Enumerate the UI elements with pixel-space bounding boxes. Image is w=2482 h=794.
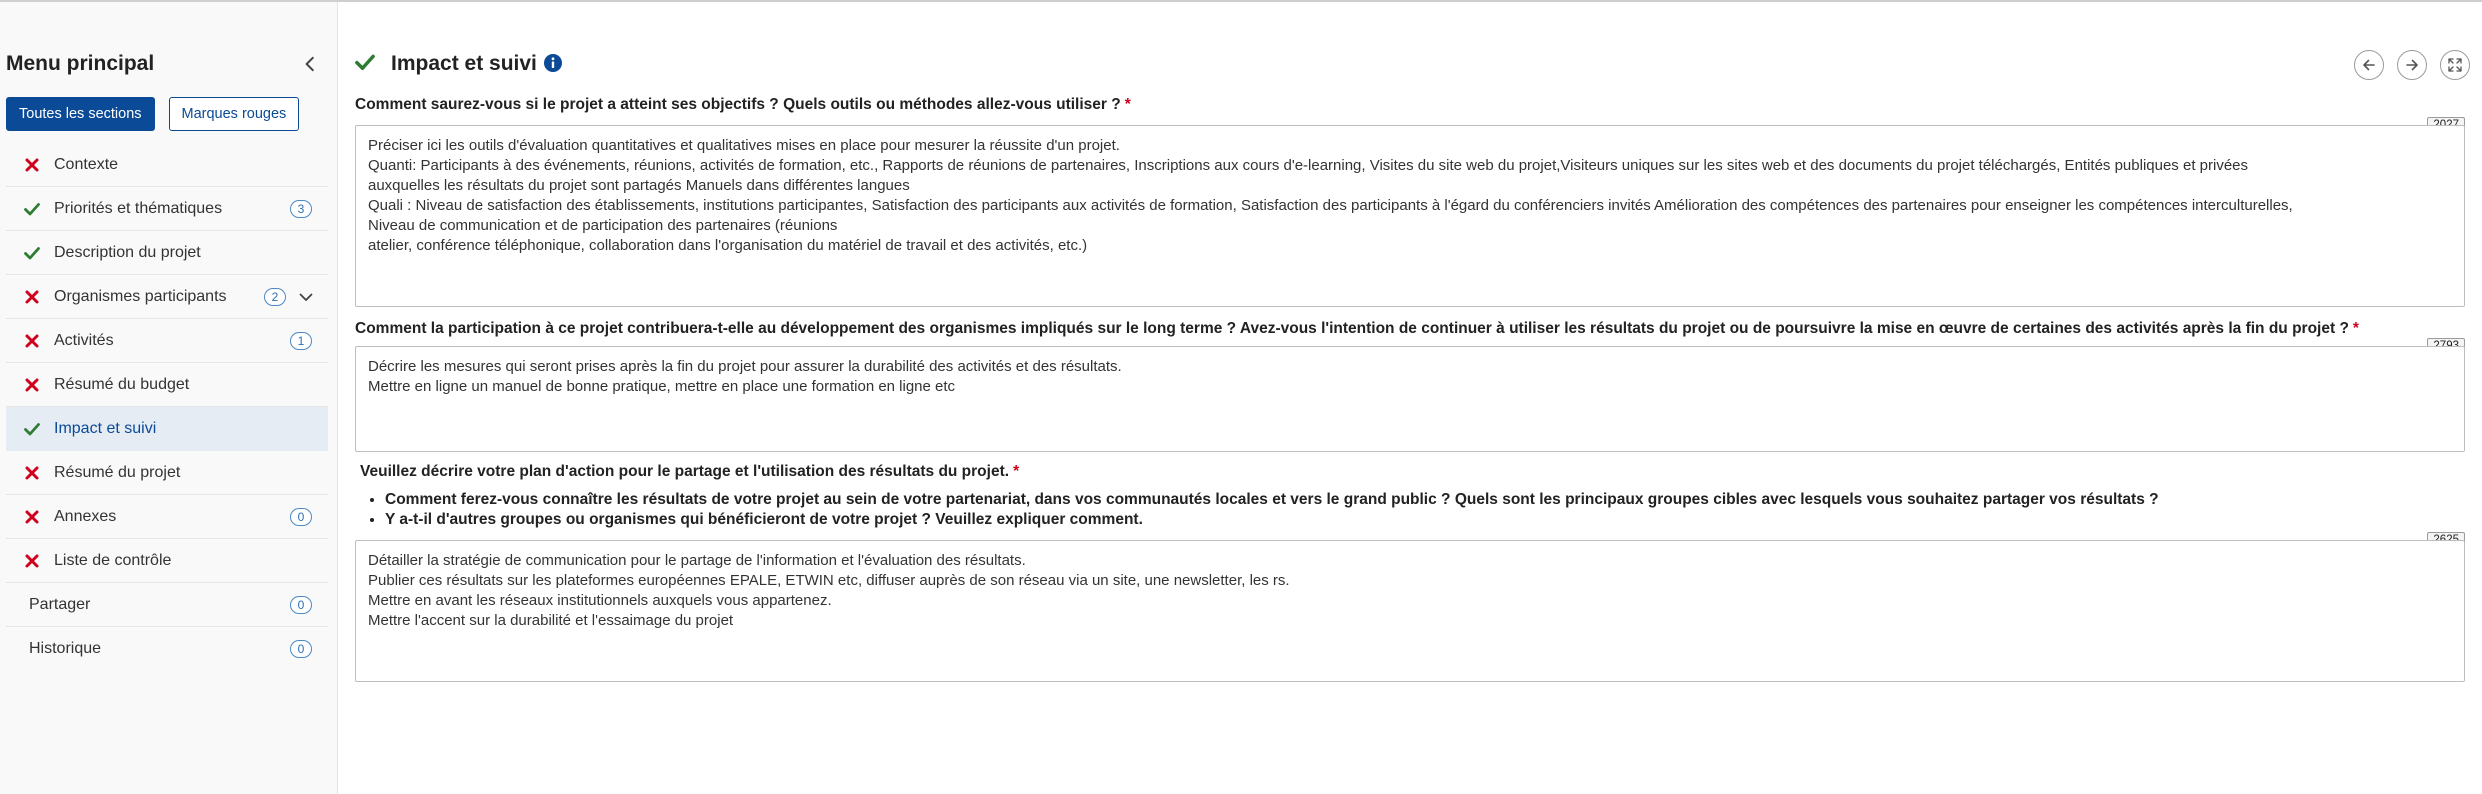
list-item: • Comment ferez-vous connaître les résultats de votre projet au sein de votre partenariat, dans vos communautés locales et vers le grand public ? Quels sont les principaux groupes cibles avec lesquels vous souhaitez partager vos résultats ? [385,490,2159,510]
sidebar-title: Menu principal [6,52,155,75]
previous-section-button[interactable] [2354,50,2384,80]
count-badge: 1 [290,332,312,350]
sidebar-item-contexte[interactable] [6,143,328,187]
required-mark: * [2352,320,2359,337]
sidebar-item-annexes[interactable] [6,495,328,539]
sidebar-item-label: Résumé du budget [54,375,190,393]
arrow-right-icon [2404,57,2420,73]
sidebar-item-partager[interactable] [6,583,328,627]
count-badge: 0 [290,508,312,526]
required-mark: * [1124,96,1131,113]
sidebar-item-organismes[interactable] [6,275,328,319]
check-icon [24,421,40,437]
error-cross-icon [24,289,40,305]
question-2-label: Comment la participation à ce projet contribuera-t-elle au développement des organismes impliqués sur le long terme ? Avez-vous l'intention de continuer à utiliser les résultats du projet ou de poursuivre la mise en œuvre de certaines des activités après la fin du projet ? * [355,320,2359,337]
answer-3-textarea[interactable]: Détailler la stratégie de communication pour le partage de l'information et l'évaluation des résultats. Publier ces résultats sur les plateformes européennes EPALE, ETWIN etc, diffuser auprès de son réseau via un site, une newsletter, les rs. Mettre en avant les réseaux institutionnels auxquels vous appartenez. Mettre l'accent sur la durabilité et l'essaimage du projet [355,540,2465,682]
sidebar-item-priorites[interactable] [6,187,328,231]
check-icon [355,52,375,72]
sidebar-item-label: Contexte [54,155,119,173]
count-badge: 2 [264,288,286,306]
error-cross-icon [24,377,40,393]
count-badge: 3 [290,200,312,218]
check-icon [24,201,40,217]
chevron-left-icon [301,55,319,73]
question-3-guidance-list [365,490,2159,530]
chevron-down-icon[interactable] [298,289,314,305]
check-icon [24,245,40,261]
count-badge: 0 [290,640,312,658]
error-cross-icon [24,465,40,481]
info-icon[interactable] [543,53,563,73]
sidebar-item-label: Priorités et thématiques [54,199,223,217]
arrow-left-icon [2361,57,2377,73]
sidebar-item-activites[interactable] [6,319,328,363]
next-section-button[interactable] [2397,50,2427,80]
question-1-label: Comment saurez-vous si le projet a atteint ses objectifs ? Quels outils ou méthodes allez-vous utiliser ? * [355,96,1131,113]
sidebar-item-checklist[interactable] [6,539,328,583]
sidebar-item-label: Partager [29,595,91,613]
expand-icon [2447,57,2463,73]
sidebar-item-historique[interactable] [6,627,328,671]
sidebar-item-impact[interactable] [6,407,328,451]
section-filters [6,97,299,131]
sidebar-item-label: Résumé du projet [54,463,181,481]
error-cross-icon [24,509,40,525]
count-badge: 0 [290,596,312,614]
error-cross-icon [24,333,40,349]
sidebar-item-label: Organismes participants [54,287,227,305]
error-cross-icon [24,157,40,173]
page-title: Impact et suivi [391,52,537,75]
sidebar-item-label: Impact et suivi [54,419,157,437]
all-sections-button[interactable]: Toutes les sections [6,97,155,131]
sidebar-item-label: Historique [29,640,102,657]
list-item: • Y a-t-il d'autres groupes ou organismes qui bénéficieront de votre projet ? Veuillez expliquer comment. [385,510,2159,530]
sidebar-item-budget[interactable] [6,363,328,407]
sidebar-item-description[interactable] [6,231,328,275]
required-mark: * [1013,463,1020,480]
sidebar-item-resume[interactable] [6,451,328,495]
sidebar-item-label: Description du projet [54,243,201,261]
question-3-label: Veuillez décrire votre plan d'action pour le partage et l'utilisation des résultats du projet. * [360,463,1020,480]
collapse-sidebar-button[interactable] [298,50,322,78]
answer-2-textarea[interactable]: Décrire les mesures qui seront prises après la fin du projet pour assurer la durabilité des activités et des résultats. Mettre en ligne un manuel de bonne pratique, mettre en place une formation en ligne etc [355,346,2465,452]
answer-1-textarea[interactable]: Préciser ici les outils d'évaluation quantitatives et qualitatives mises en place pour mesurer la réussite d'un projet. Quanti: Participants à des événements, réunions, activités de formation, etc., Rapports de réunions de partenaires, Inscriptions aux cours d'e-learning, Visites du site web du projet,Visiteurs uniques sur les sites web et des documents du projet téléchargés, Entités publiques et privées auxquelles les résultats du projet sont partagés Manuels dans différentes langues Quali : Niveau de satisfaction des établissements, institutions participantes, Satisfaction des participants aux activités de formation, Satisfaction des participants à l'égard du conférenciers invités Amélioration des compétences des partenaires pour enseigner les compétences interculturelles, Niveau de communication et de participation des partenaires (réunions atelier, conférence téléphonique, collaboration dans l'organisation du matériel de travail et des activités, etc.) [355,125,2465,307]
sidebar-item-label: Annexes [54,507,117,525]
sidebar-item-label: Liste de contrôle [54,551,172,569]
sidebar-item-label: Activités [54,331,114,349]
fullscreen-button[interactable] [2440,50,2470,80]
sidebar [0,2,338,794]
main-content [339,2,2482,794]
red-marks-button[interactable]: Marques rouges [169,97,300,131]
section-list [6,143,328,671]
error-cross-icon [24,553,40,569]
